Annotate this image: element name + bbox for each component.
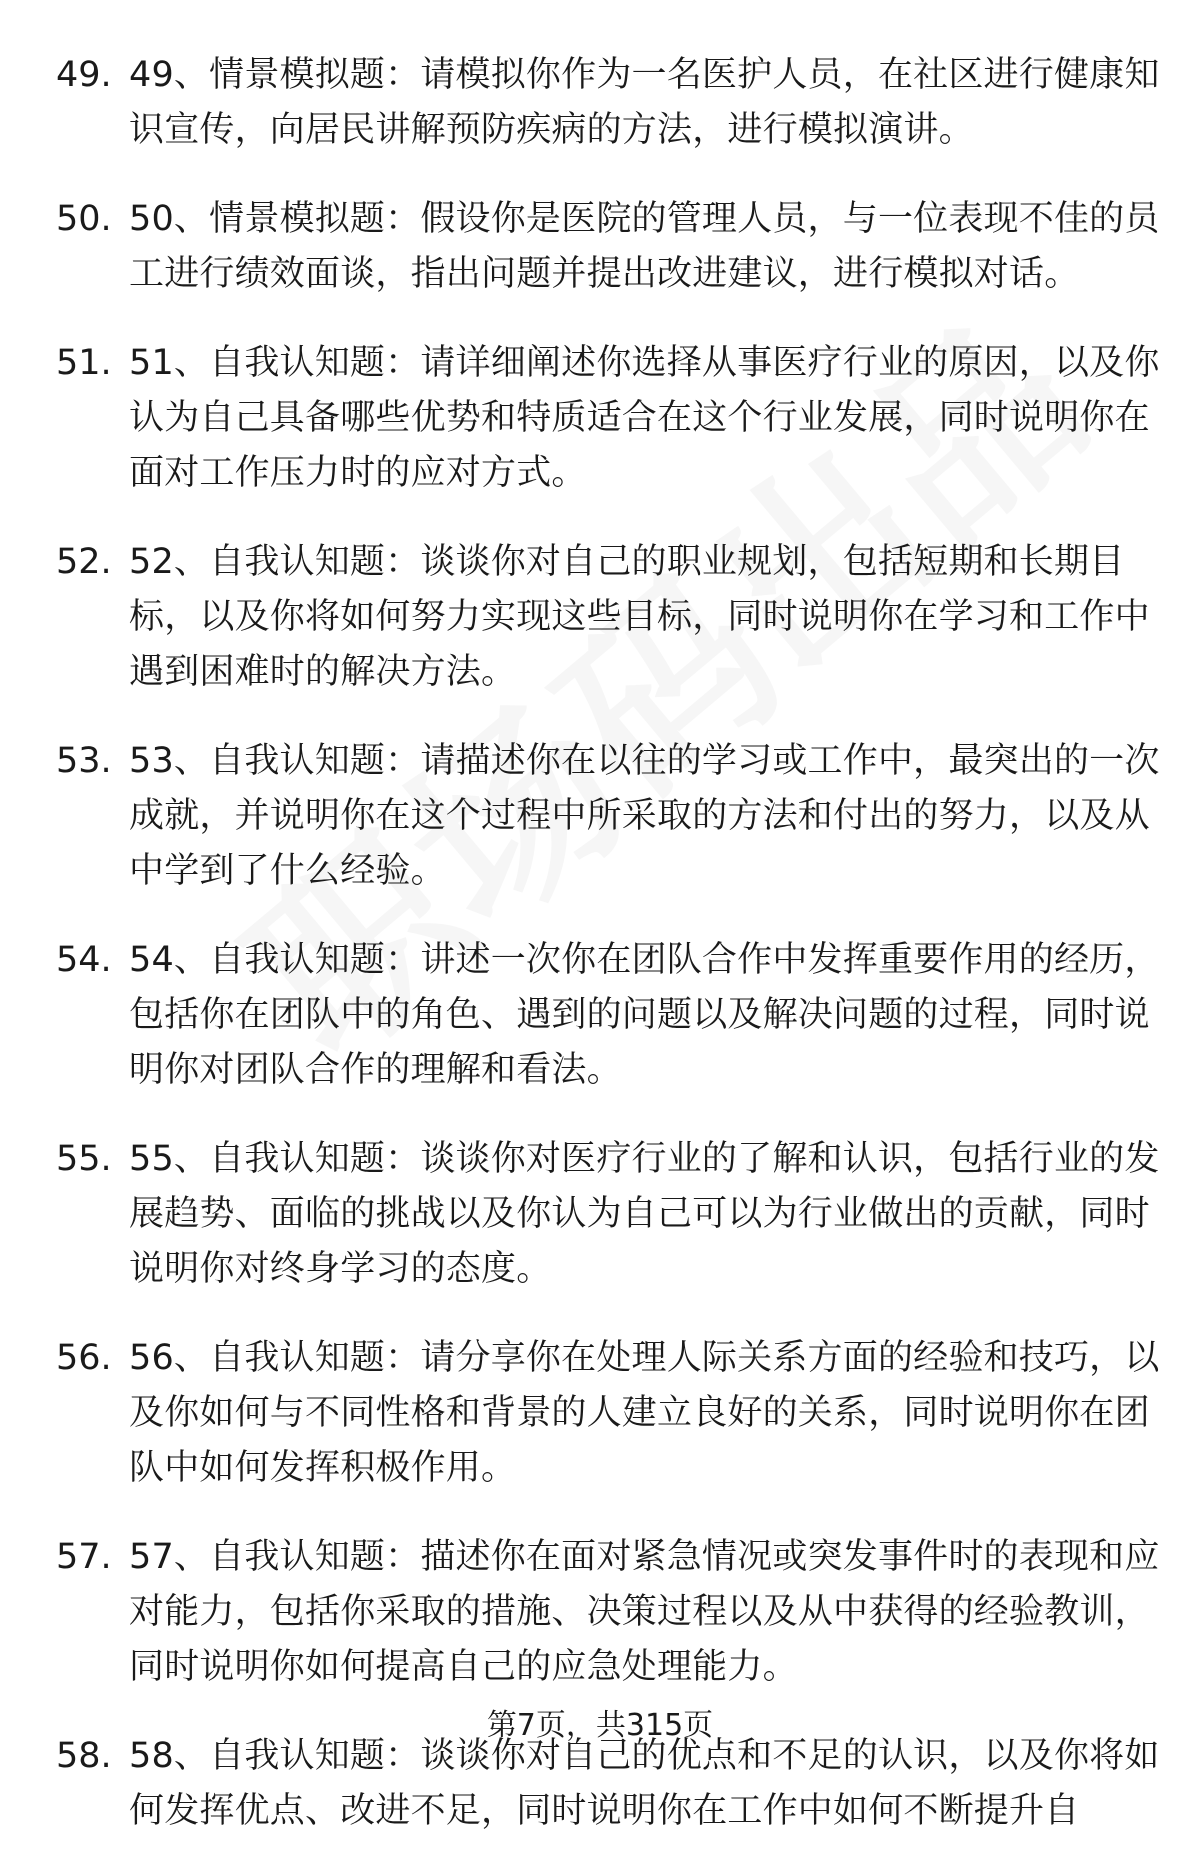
list-item [0, 535, 1200, 700]
question-number: 50. [56, 199, 112, 239]
question-number: 58. [56, 1736, 112, 1776]
question-text: 49、情景模拟题：请模拟你作为一名医护人员，在社区进行健康知识宣传，向居民讲解预防疾病的方法，进行模拟演讲。 [129, 55, 1160, 150]
question-text: 54、自我认知题：讲述一次你在团队合作中发挥重要作用的经历，包括你在团队中的角色、遇到的问题以及解决问题的过程，同时说明你对团队合作的理解和看法。 [129, 940, 1160, 1090]
question-number: 49. [56, 55, 112, 95]
list-item [0, 933, 1200, 1098]
question-number: 54. [56, 940, 112, 980]
list-item [0, 1530, 1200, 1695]
question-text: 51、自我认知题：请详细阐述你选择从事医疗行业的原因，以及你认为自己具备哪些优势和特质适合在这个行业发展，同时说明你在面对工作压力时的应对方式。 [129, 343, 1160, 493]
question-number: 52. [56, 542, 112, 582]
question-text: 53、自我认知题：请描述你在以往的学习或工作中，最突出的一次成就，并说明你在这个过程中所采取的方法和付出的努力，以及从中学到了什么经验。 [129, 741, 1160, 891]
page-number: 第7页，共315页 [486, 1708, 714, 1743]
question-number: 56. [56, 1338, 112, 1378]
list-item [0, 336, 1200, 501]
list-item [0, 48, 1200, 158]
question-list [0, 48, 1200, 1873]
question-text: 50、情景模拟题：假设你是医院的管理人员，与一位表现不佳的员工进行绩效面谈，指出问题并提出改进建议，进行模拟对话。 [129, 199, 1160, 294]
question-number: 51. [56, 343, 112, 383]
list-item [0, 1132, 1200, 1297]
list-item [0, 1331, 1200, 1496]
list-item [0, 192, 1200, 302]
question-text: 55、自我认知题：谈谈你对医疗行业的了解和认识，包括行业的发展趋势、面临的挑战以及你认为自己可以为行业做出的贡献，同时说明你对终身学习的态度。 [129, 1139, 1160, 1289]
question-text: 58、自我认知题：谈谈你对自己的优点和不足的认识，以及你将如何发挥优点、改进不足，同时说明你在工作中如何不断提升自 [129, 1736, 1160, 1831]
question-text: 57、自我认知题：描述你在面对紧急情况或突发事件时的表现和应对能力，包括你采取的措施、决策过程以及从中获得的经验教训，同时说明你如何提高自己的应急处理能力。 [129, 1537, 1160, 1687]
list-item [0, 734, 1200, 899]
question-number: 57. [56, 1537, 112, 1577]
question-text: 52、自我认知题：谈谈你对自己的职业规划，包括短期和长期目标，以及你将如何努力实现这些目标，同时说明你在学习和工作中遇到困难时的解决方法。 [129, 542, 1150, 692]
question-number: 53. [56, 741, 112, 781]
question-text: 56、自我认知题：请分享你在处理人际关系方面的经验和技巧，以及你如何与不同性格和背景的人建立良好的关系，同时说明你在团队中如何发挥积极作用。 [129, 1338, 1160, 1488]
question-number: 55. [56, 1139, 112, 1179]
